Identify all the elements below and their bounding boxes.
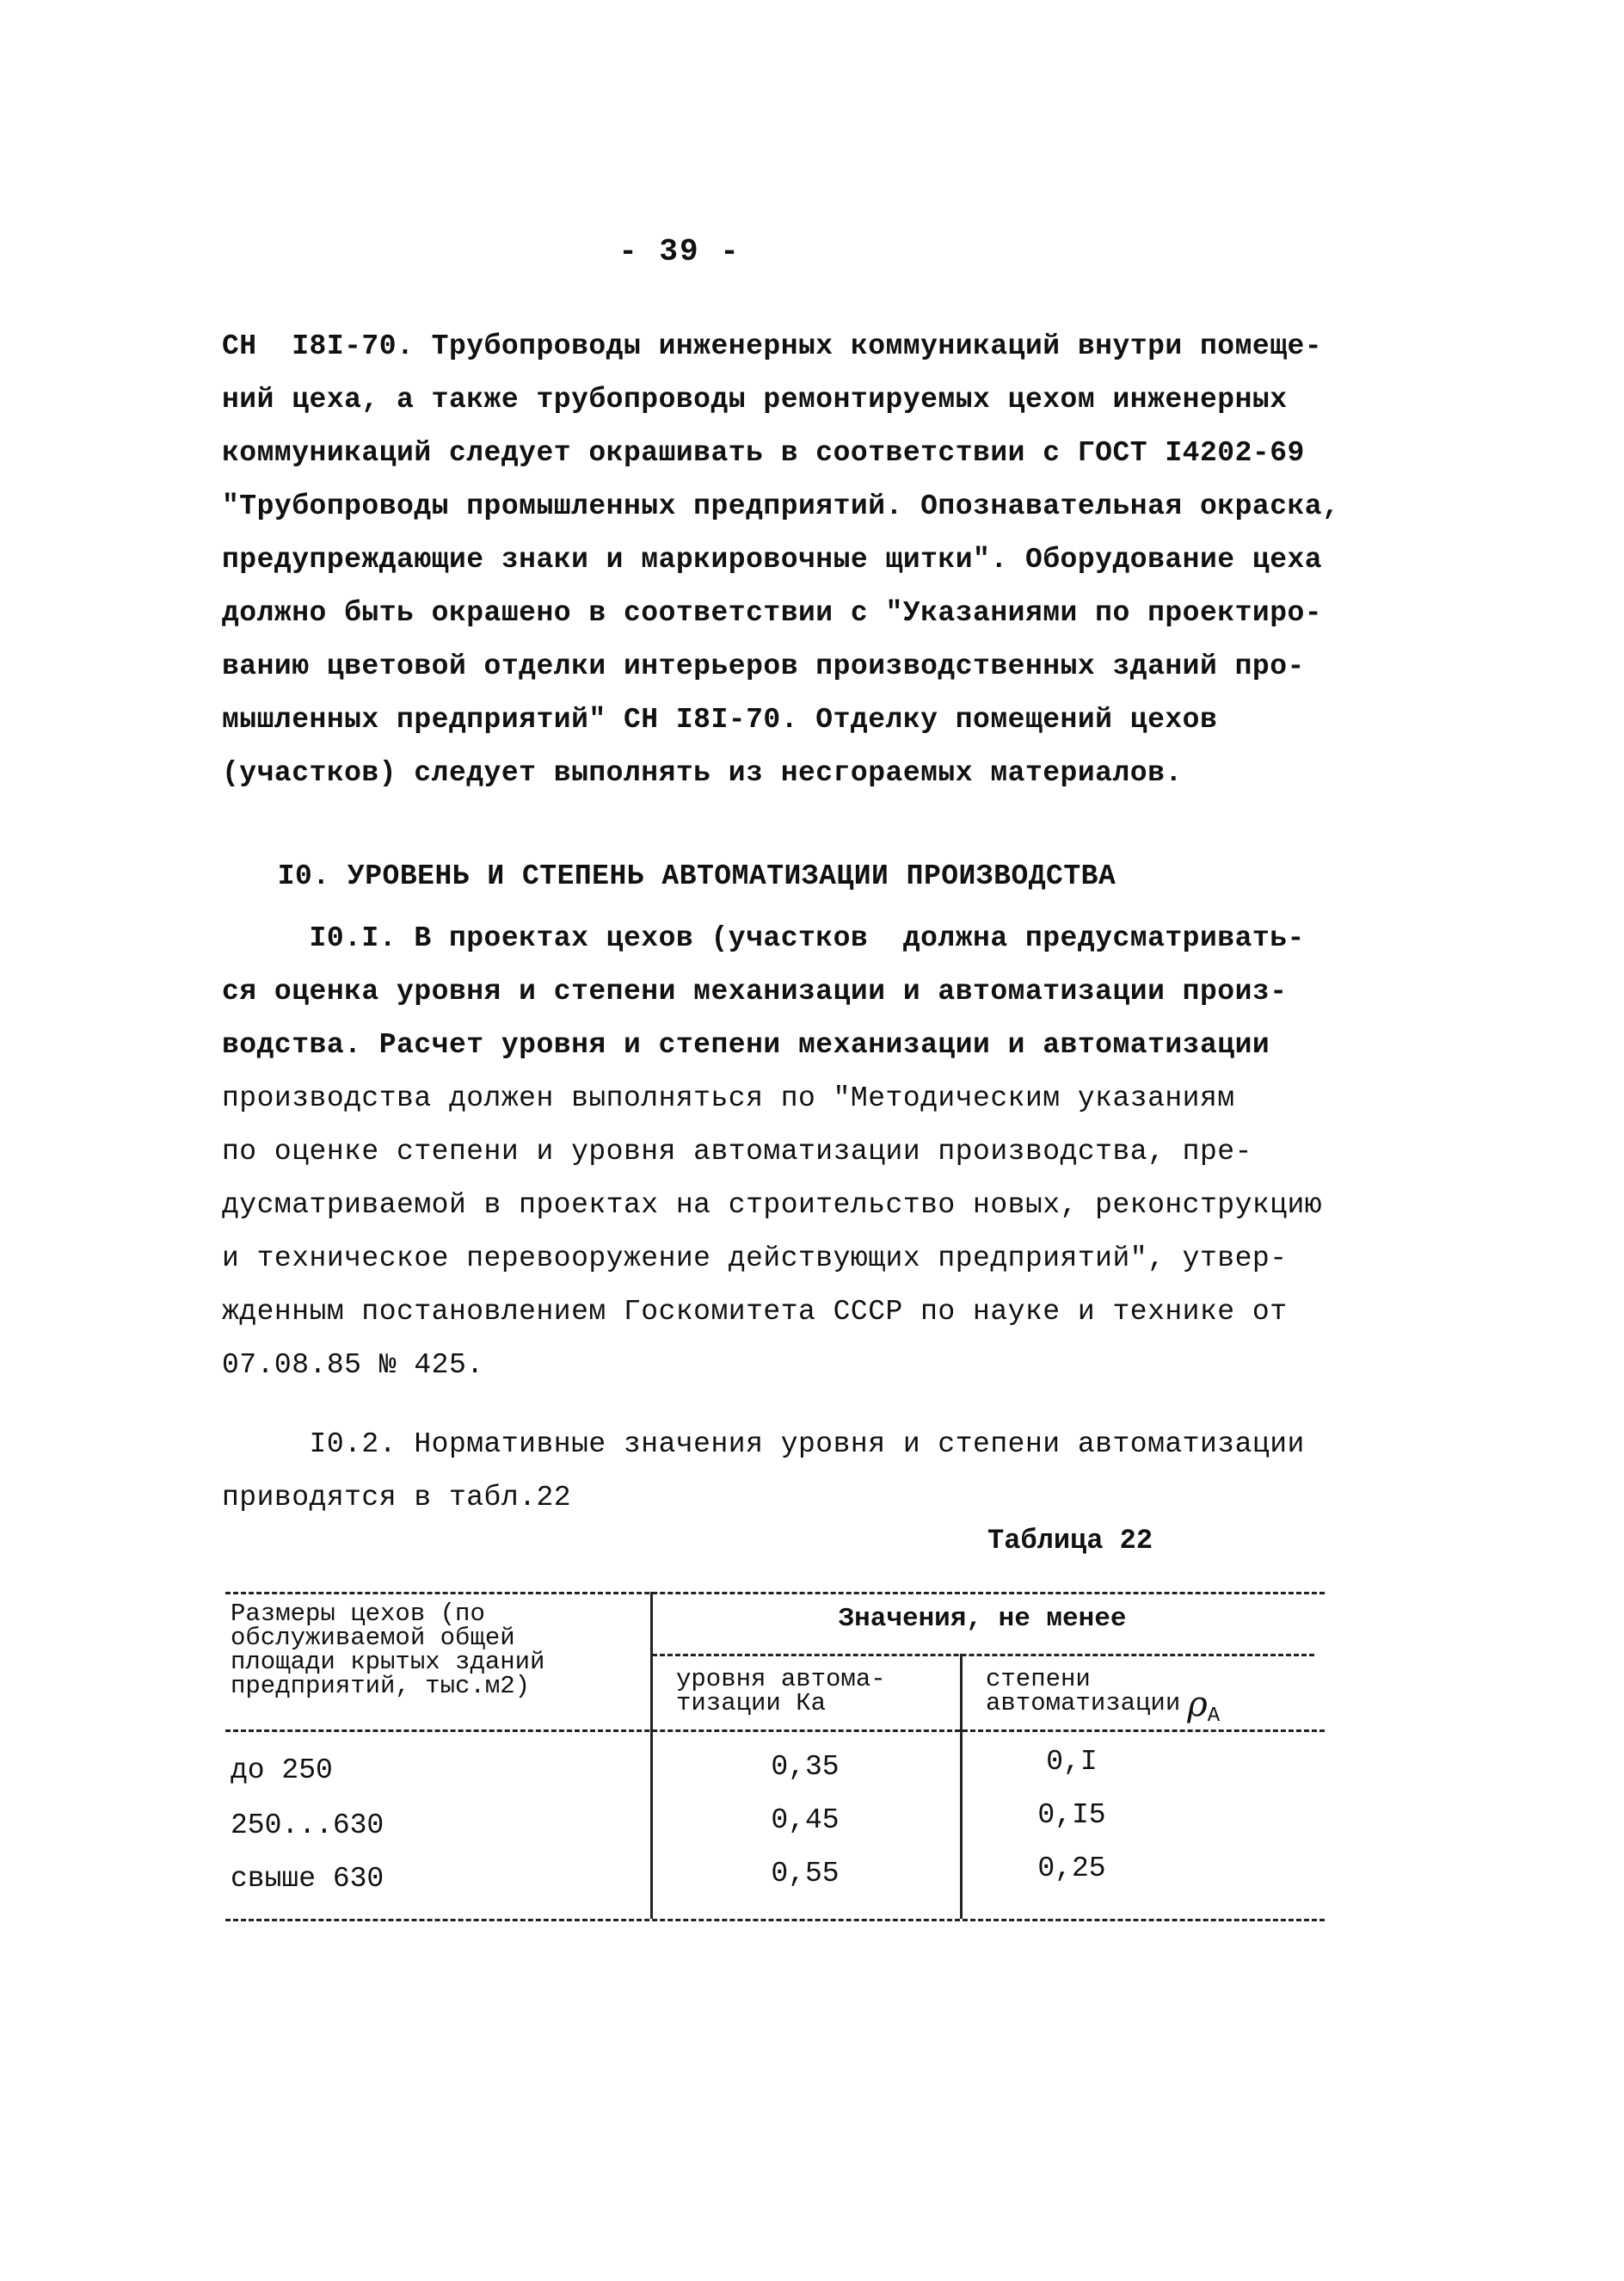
section-heading: I0. УРОВЕНЬ И СТЕПЕНЬ АВТОМАТИЗАЦИИ ПРОИЗВОДСТВА	[277, 860, 1116, 892]
paragraph-line: коммуникаций следует окрашивать в соответствии с ГОСТ I4202-69	[222, 437, 1305, 469]
table-header-group: Значения, не менее	[838, 1604, 1127, 1634]
paragraph-line: жденным постановлением Госкомитета СССР по науке и технике от	[222, 1296, 1288, 1328]
paragraph-line: и техническое перевооружение действующих предприятий", утвер-	[222, 1242, 1288, 1274]
paragraph-line: мышленных предприятий" СН I8I-70. Отделку помещений цехов	[222, 704, 1218, 736]
paragraph-line: водства. Расчет уровня и степени механизации и автоматизации	[222, 1029, 1270, 1061]
rho-symbol-letter: ρ	[1187, 1685, 1208, 1724]
paragraph-line: ний цеха, а также трубопроводы ремонтируемых цехом инженерных	[222, 384, 1288, 416]
table-cell-degree: 0,25	[1037, 1853, 1106, 1884]
table-header-degree: степени автоматизации	[986, 1665, 1181, 1717]
table-rule-group	[652, 1654, 1314, 1656]
paragraph-line: по оценке степени и уровня автоматизации производства, пре-	[222, 1136, 1252, 1168]
paragraph-line: 07.08.85 № 425.	[222, 1349, 484, 1381]
paragraph-10-1	[222, 912, 1340, 1392]
table-rule-top	[225, 1592, 1325, 1594]
paragraph-line: СН I8I-70. Трубопроводы инженерных коммуникаций внутри помеще-	[222, 330, 1323, 362]
table-cell-size: 250...630	[231, 1809, 384, 1841]
paragraph-line: ванию цветовой отделки интерьеров производственных зданий про-	[222, 650, 1305, 682]
paragraph-line: (участков) следует выполнять из несгораемых материалов.	[222, 757, 1183, 789]
table-cell-level: 0,55	[771, 1858, 840, 1890]
rho-symbol-subscript: А	[1207, 1705, 1221, 1728]
paragraph-line: дусматриваемой в проектах на строительство новых, реконструкцию	[222, 1189, 1323, 1221]
rho-symbol	[1187, 1685, 1220, 1728]
table-header-size: Размеры цехов (по обслуживаемой общей площади крытых зданий предприятий, тыс.м2)	[231, 1600, 545, 1700]
table-cell-size: до 250	[231, 1754, 333, 1786]
paragraph-line: приводятся в табл.22	[222, 1482, 572, 1513]
table-rule-bottom	[225, 1919, 1325, 1921]
paragraph-1	[222, 320, 1340, 800]
paragraph-line: должно быть окрашено в соответствии с "Указаниями по проектиро-	[222, 597, 1323, 629]
paragraph-line: производства должен выполняться по "Методическим указаниям	[222, 1082, 1235, 1114]
page-number: - 39 -	[618, 234, 741, 269]
table-caption: Таблица 22	[987, 1525, 1153, 1557]
table-rule-header	[225, 1729, 1325, 1732]
table-cell-size: свыше 630	[231, 1863, 384, 1895]
table-cell-degree: 0,I5	[1037, 1799, 1106, 1831]
data-table	[225, 1573, 1326, 1934]
table-cell-degree: 0,I	[1046, 1746, 1098, 1778]
paragraph-line: ся оценка уровня и степени механизации и автоматизации произ-	[222, 976, 1288, 1008]
paragraph-line: предупреждающие знаки и маркировочные щитки". Оборудование цеха	[222, 544, 1323, 576]
paragraph-line: I0.2. Нормативные значения уровня и степени автоматизации	[222, 1428, 1305, 1460]
table-cell-level: 0,35	[771, 1751, 840, 1783]
paragraph-10-2	[222, 1418, 1340, 1525]
paragraph-line: "Трубопроводы промышленных предприятий. Опознавательная окраска,	[222, 490, 1340, 522]
table-cell-level: 0,45	[771, 1804, 840, 1836]
paragraph-line: I0.I. В проектах цехов (участков должна предусматривать-	[222, 922, 1305, 954]
table-header-level: уровня автома- тизации Ка	[676, 1665, 886, 1717]
table-header-degree-wrap	[986, 1665, 1221, 1728]
